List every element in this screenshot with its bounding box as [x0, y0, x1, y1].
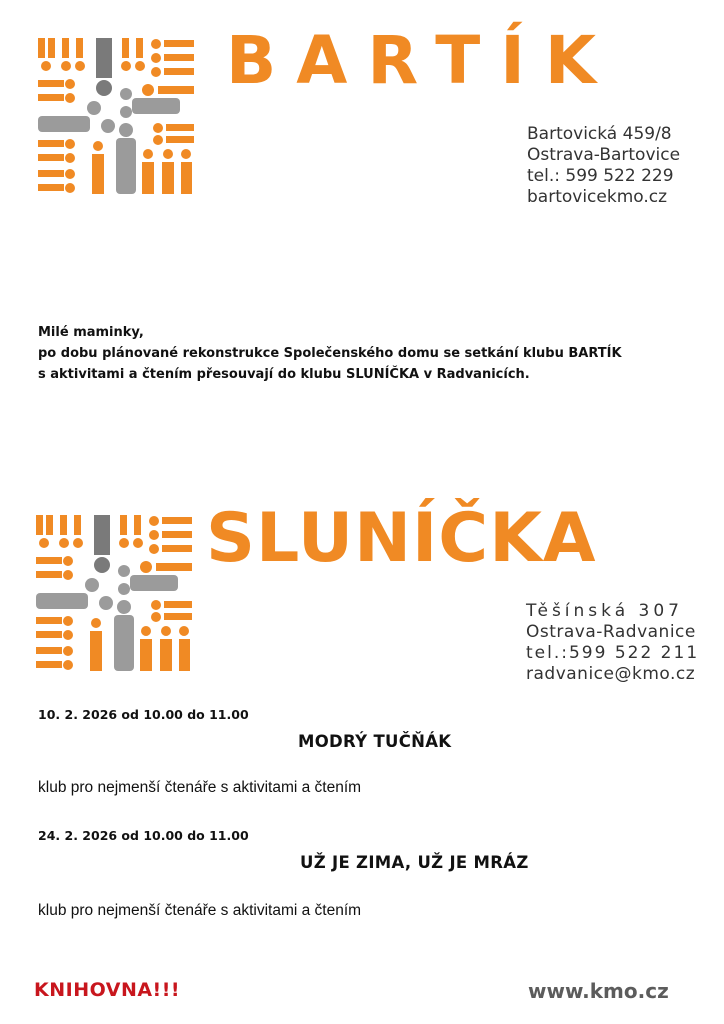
intro-line: po dobu plánované rekonstrukce Společenského domu se setkání klubu BARTÍK: [38, 346, 622, 361]
address-phone: tel.:599 522 211: [526, 643, 700, 663]
event-title: UŽ JE ZIMA, UŽ JE MRÁZ: [300, 853, 529, 872]
event-description: klub pro nejmenší čtenáře s aktivitami a čtením: [38, 779, 362, 796]
event-title: MODRÝ TUČŇÁK: [298, 732, 452, 751]
footer-website[interactable]: www.kmo.cz: [528, 979, 669, 1003]
address-city: Ostrava-Bartovice: [527, 145, 681, 165]
event-date: 24. 2. 2026 od 10.00 do 11.00: [38, 828, 249, 843]
address-email: radvanice@kmo.cz: [526, 664, 696, 684]
bartik-logo: [36, 36, 196, 196]
slunicka-brand-title: SLUNÍČKA: [206, 499, 597, 578]
slunicka-logo: [34, 513, 194, 673]
bartik-brand-title: BARTÍK: [226, 22, 616, 99]
intro-text: [38, 322, 622, 385]
footer-library-label: KNIHOVNA!!!: [34, 979, 181, 1001]
event-date: 10. 2. 2026 od 10.00 do 11.00: [38, 707, 249, 722]
address-web: bartovicekmo.cz: [527, 187, 668, 207]
event-description: klub pro nejmenší čtenáře s aktivitami a čtením: [38, 902, 362, 919]
people-pictogram-icon: [34, 513, 194, 673]
intro-line: Milé maminky,: [38, 325, 144, 340]
people-pictogram-icon: [36, 36, 196, 196]
address-street: Těšínská 307: [526, 601, 683, 621]
address-city: Ostrava-Radvanice: [526, 622, 696, 642]
address-street: Bartovická 459/8: [527, 124, 672, 144]
address-phone: tel.: 599 522 229: [527, 166, 674, 186]
bartik-address: [527, 124, 680, 208]
intro-line: s aktivitami a čtením přesouvají do klubu SLUNÍČKA v Radvanicích.: [38, 367, 530, 382]
slunicka-address: [526, 601, 699, 685]
